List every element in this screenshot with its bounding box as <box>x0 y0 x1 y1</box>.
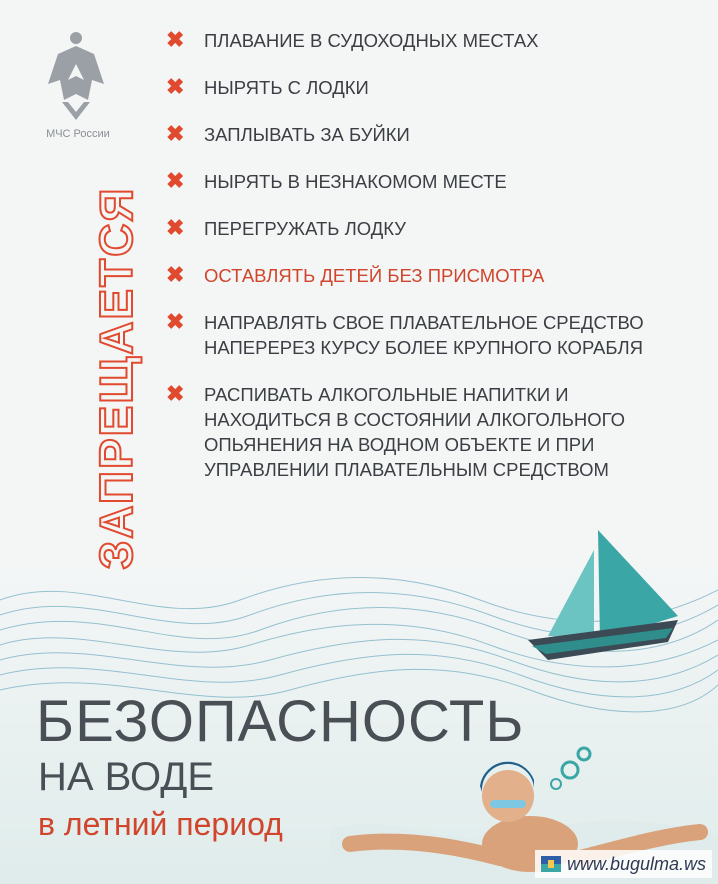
rule-text: НЫРЯТЬ С ЛОДКИ <box>204 77 369 98</box>
rule-text: ЗАПЛЫВАТЬ ЗА БУЙКИ <box>204 124 410 145</box>
watermark[interactable] <box>535 850 712 878</box>
cross-icon: ✖ <box>166 381 185 406</box>
rule-item <box>160 75 680 100</box>
cross-icon: ✖ <box>166 121 185 146</box>
cross-icon: ✖ <box>166 262 185 287</box>
headline-line3: в летний период <box>38 806 283 842</box>
rule-text: РАСПИВАТЬ АЛКОГОЛЬНЫЕ НАПИТКИ И НАХОДИТЬСЯ В СОСТОЯНИИ АЛКОГОЛЬНОГО ОПЬЯНЕНИЯ НА ВОДНОМ ОБЪЕКТЕ И ПРИ УПРАВЛЕНИИ ПЛАВАТЕЛЬНЫМ СРЕДСТВОМ <box>204 384 626 480</box>
headline-line1: БЕЗОПАСНОСТЬ <box>36 689 525 754</box>
rule-item <box>160 216 680 241</box>
rule-text: НАПРАВЛЯТЬ СВОЕ ПЛАВАТЕЛЬНОЕ СРЕДСТВО НАПЕРЕРЕЗ КУРСУ БОЛЕЕ КРУПНОГО КОРАБЛЯ <box>204 312 644 358</box>
vertical-title: ЗАПРЕЩАЕТСЯ <box>90 186 142 570</box>
rule-item <box>160 263 680 288</box>
headline <box>36 689 525 846</box>
cross-icon: ✖ <box>166 309 185 334</box>
cross-icon: ✖ <box>166 215 185 240</box>
rule-text: ОСТАВЛЯТЬ ДЕТЕЙ БЕЗ ПРИСМОТРА <box>204 265 545 286</box>
cross-icon: ✖ <box>166 27 185 52</box>
rule-item <box>160 382 680 482</box>
rule-item <box>160 122 680 147</box>
sailboat-icon <box>528 520 688 670</box>
rules-list <box>160 28 680 482</box>
rule-item <box>160 310 680 360</box>
rule-text: ПЕРЕГРУЖАТЬ ЛОДКУ <box>204 218 406 239</box>
rule-item <box>160 169 680 194</box>
cross-icon: ✖ <box>166 74 185 99</box>
rule-text: НЫРЯТЬ В НЕЗНАКОМОМ МЕСТЕ <box>204 171 507 192</box>
cross-icon: ✖ <box>166 168 185 193</box>
emchs-emblem-icon <box>38 24 114 134</box>
rule-text: ПЛАВАНИЕ В СУДОХОДНЫХ МЕСТАХ <box>204 30 539 51</box>
rule-item <box>160 28 680 53</box>
watermark-url[interactable]: www.bugulma.ws <box>566 853 706 874</box>
organization-label: МЧС России <box>46 128 110 140</box>
city-flag-icon <box>541 856 561 872</box>
headline-line2: НА ВОДЕ <box>38 755 215 799</box>
